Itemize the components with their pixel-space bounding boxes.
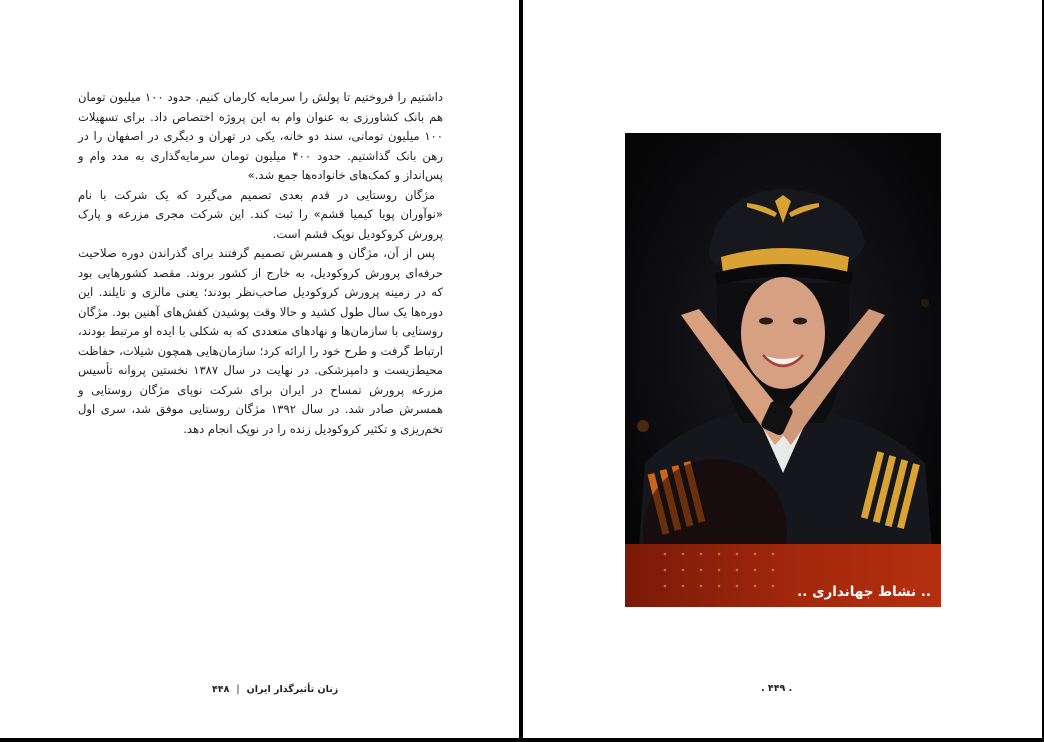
book-title: زنان تأثیرگذار ایران: [246, 684, 339, 695]
title-banner: [625, 544, 941, 607]
page-number-right: . ۴۴۹ .: [761, 683, 793, 694]
portrait-photo: [625, 133, 941, 607]
page-number-left: ۴۴۸: [212, 684, 230, 695]
banner-title: .. نشاط جهانداری ..: [797, 584, 931, 600]
page-footer: [212, 684, 338, 695]
pilot-portrait-illustration: [625, 133, 941, 607]
right-page: [523, 0, 1042, 738]
left-page: [0, 0, 519, 738]
paragraph-3: پس از آن، مژگان و همسرش تصمیم گرفتند برای گذراندن دوره صلاحیت حرفه‌ای پرورش کروکودیل، به خارج از کشور بروند. مقصد کشورهایی بود که در زمینه پرورش کروکودیل صاحب‌نظر بودند؛ یعنی مالزی و تایلند. این دوره‌ها یک سال طول کشید و حالا وقت پوشیدن کفش‌های آهنین بود. مژگان روستایی با سازمان‌ها و نهادهای متعددی که به شکلی با ایده او مرتبط بودند، ارتباط گرفت و طرح خود را ارائه کرد؛ سازمان‌هایی همچون شیلات، حفاظت محیط‌زیست و دامپزشکی. در نهایت در سال ۱۳۸۷ نخستین پروانه تأسیس مزرعه پرورش تمساح در ایران برای شرکت نوپای مژگان روستایی و همسرش صادر شد. در سال ۱۳۹۲ مژگان روستایی موفق شد، سری اول تخم‌ریزی و تکثیر کروکودیل زنده را در نوپک انجام دهد.: [78, 246, 443, 436]
paragraph-1: داشتیم را فروختیم تا پولش را سرمایه کارمان کنیم. حدود ۱۰۰ میلیون تومان هم بانک کشاورزی به عنوان وام به این پروژه اختصاص داد. برای تسهیلات ۱۰۰ میلیون تومانی، سند دو خانه، یکی در تهران و دیگری در اصفهان را در رهن بانک گذاشتیم. حدود ۴۰۰ میلیون تومان سرمایه‌گذاری به مدد وام و پس‌انداز و کمک‌های خانواده‌ها جمع شد.»: [78, 90, 443, 182]
paragraph-2: مژگان روستایی در قدم بعدی تصمیم می‌گیرد که یک شرکت با نام «نوآوران پویا کیمیا قشم» را ثبت کند. این شرکت مجری مزرعه و پارک پرورش کروکودیل نوپک قشم است.: [78, 187, 443, 241]
footer-separator: |: [236, 684, 240, 695]
body-text: [78, 88, 443, 439]
